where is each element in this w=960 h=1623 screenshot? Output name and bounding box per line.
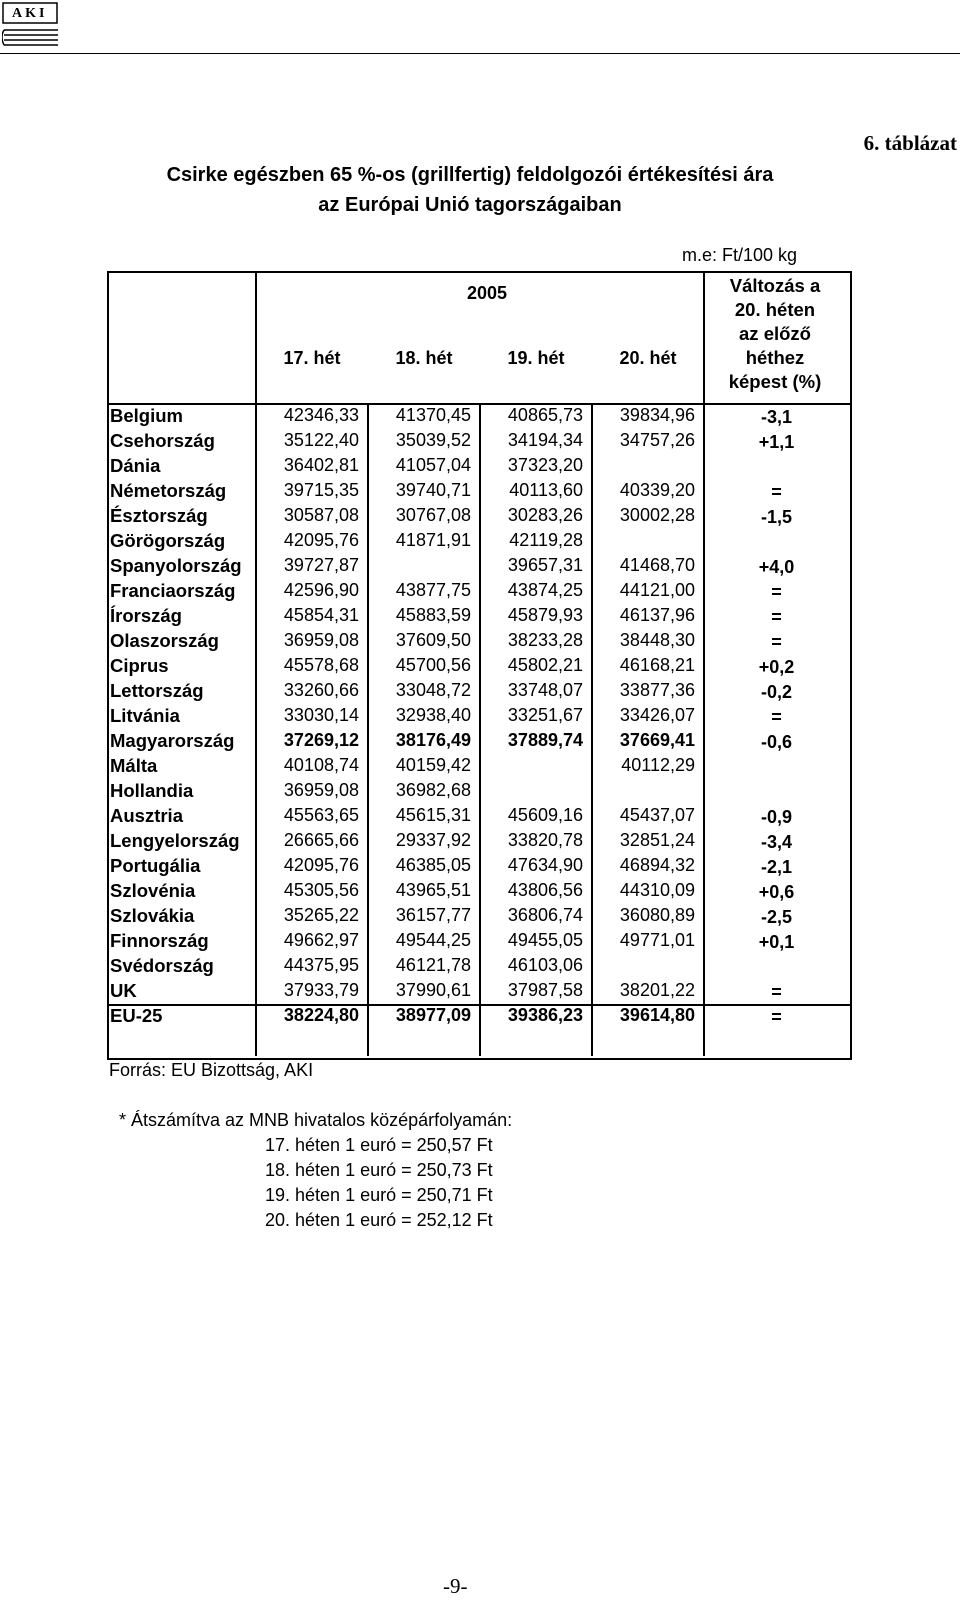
price-cell: 36959,08 (283, 630, 359, 650)
price-cell: 44121,00 (619, 580, 695, 600)
country-name: Hollandia (110, 780, 194, 801)
price-cell: 33877,36 (619, 680, 695, 700)
price-cell: 39386,23 (507, 1005, 583, 1025)
country-name: Lengyelország (110, 830, 240, 851)
price-cell: 40112,29 (621, 755, 695, 775)
price-cell: 37990,61 (395, 980, 471, 1000)
change-cell: = (771, 482, 782, 502)
price-cell: 37889,74 (507, 730, 583, 750)
country-name: Málta (110, 755, 158, 776)
price-cell: 26665,66 (283, 830, 359, 850)
change-cell: = (771, 707, 782, 727)
page-number: -9- (443, 1574, 468, 1598)
price-cell: 36157,77 (395, 905, 471, 925)
price-cell: 46168,21 (619, 655, 695, 675)
price-cell: 38224,80 (283, 1005, 359, 1025)
price-cell: 49662,97 (283, 930, 359, 950)
country-name: Olaszország (110, 630, 219, 651)
price-cell: 36080,89 (619, 905, 695, 925)
price-cell: 38977,09 (395, 1005, 471, 1025)
country-name: Lettország (110, 680, 204, 701)
price-cell: 38233,28 (507, 630, 583, 650)
price-cell: 44310,09 (619, 880, 695, 900)
price-table (107, 271, 850, 1058)
price-cell: 37269,12 (283, 730, 359, 750)
price-cell: 45563,65 (283, 805, 359, 825)
price-cell: 36959,08 (283, 780, 359, 800)
change-cell: = (771, 607, 782, 627)
header-week-18: 18. hét (395, 348, 453, 368)
price-cell: 40865,73 (507, 405, 583, 425)
price-cell: 40113,60 (509, 480, 583, 500)
change-cell: = (771, 632, 782, 652)
price-cell: 44375,95 (283, 955, 359, 975)
price-cell: 49455,05 (507, 930, 583, 950)
price-cell: 37323,20 (507, 455, 583, 475)
price-cell: 37987,58 (507, 980, 583, 1000)
change-cell: -0,6 (760, 732, 793, 752)
price-cell: 33748,07 (507, 680, 583, 700)
price-cell: 33048,72 (395, 680, 471, 700)
price-cell: 46103,06 (507, 955, 583, 975)
page-title (110, 160, 830, 220)
country-name: Írország (110, 605, 182, 626)
source-note: Forrás: EU Bizottság, AKI (109, 1060, 314, 1080)
country-name: Görögország (110, 530, 226, 551)
price-cell: 38176,49 (395, 730, 471, 750)
price-cell: 43874,25 (507, 580, 583, 600)
header-change-line-3: az előző (739, 323, 811, 344)
change-cell: -0,2 (760, 682, 793, 702)
price-cell: 40108,74 (283, 755, 359, 775)
price-cell: 41468,70 (619, 555, 695, 575)
change-cell: -2,5 (760, 907, 793, 927)
country-name: Litvánia (110, 705, 180, 726)
price-cell: 37669,41 (619, 730, 695, 750)
price-cell: 42119,28 (509, 530, 583, 550)
country-name: Franciaország (110, 580, 236, 601)
price-cell: 30767,08 (395, 505, 471, 525)
country-name: Dánia (110, 455, 161, 476)
price-cell: 41871,91 (395, 530, 471, 550)
price-cell: 33426,07 (619, 705, 695, 725)
price-cell: 39727,87 (283, 555, 359, 575)
price-cell: 29337,92 (395, 830, 471, 850)
price-cell: 39657,31 (507, 555, 583, 575)
price-cell: 49771,01 (619, 930, 695, 950)
price-cell: 45609,16 (507, 805, 583, 825)
change-cell: = (771, 982, 782, 1002)
price-cell: 46121,78 (395, 955, 471, 975)
change-cell: +1,1 (758, 432, 795, 452)
change-cell: +0,2 (758, 657, 795, 677)
price-cell: 42095,76 (283, 855, 359, 875)
price-cell: 45802,21 (507, 655, 583, 675)
price-cell: 32938,40 (395, 705, 471, 725)
footnote-line-3: 19. héten 1 euró = 250,71 Ft (265, 1185, 493, 1205)
header-year: 2005 (466, 283, 508, 303)
price-cell: 36982,68 (395, 780, 471, 800)
country-name: Észtország (110, 505, 208, 526)
change-cell: -2,1 (760, 857, 793, 877)
price-cell: 45879,93 (507, 605, 583, 625)
change-cell: -0,9 (760, 807, 793, 827)
price-cell: 30587,08 (283, 505, 359, 525)
header-change-line-1: Változás a (729, 275, 821, 296)
header-change-line-4: héthez (745, 347, 805, 368)
change-cell: +0,6 (758, 882, 795, 902)
price-cell: 35265,22 (283, 905, 359, 925)
price-cell: 45578,68 (283, 655, 359, 675)
country-name: Szlovénia (110, 880, 196, 901)
price-cell: 43877,75 (395, 580, 471, 600)
price-cell: 43965,51 (395, 880, 471, 900)
country-name: Magyarország (110, 730, 235, 751)
country-name: Csehország (110, 430, 215, 451)
header-divider (107, 403, 850, 405)
logo-text: AKI (12, 6, 48, 21)
footnote-title: * Átszámítva az MNB hivatalos középárfolyamán: (119, 1110, 513, 1130)
country-name: Németország (110, 480, 227, 501)
price-cell: 46385,05 (395, 855, 471, 875)
change-cell: = (771, 1007, 782, 1027)
header-week-17: 17. hét (283, 348, 341, 368)
footnote-line-2: 18. héten 1 euró = 250,73 Ft (265, 1160, 493, 1180)
price-cell: 40339,20 (619, 480, 695, 500)
price-cell: 45700,56 (395, 655, 471, 675)
price-cell: 38201,22 (619, 980, 695, 1000)
header-change-line-2: 20. héten (734, 299, 816, 320)
country-name: Belgium (110, 405, 183, 426)
price-cell: 46137,96 (619, 605, 695, 625)
price-cell: 43806,56 (507, 880, 583, 900)
header-change (705, 274, 845, 394)
price-cell: 37609,50 (395, 630, 471, 650)
change-cell: +4,0 (758, 557, 795, 577)
price-cell: 38448,30 (619, 630, 695, 650)
price-cell: 42596,90 (283, 580, 359, 600)
country-name: Ausztria (110, 805, 183, 826)
footnote-line-1: 17. héten 1 euró = 250,57 Ft (265, 1135, 493, 1155)
change-cell: -3,4 (760, 832, 793, 852)
price-cell: 46894,32 (619, 855, 695, 875)
price-cell: 41370,45 (395, 405, 471, 425)
footnote-line-4: 20. héten 1 euró = 252,12 Ft (265, 1210, 493, 1230)
price-cell: 39834,96 (619, 405, 695, 425)
price-cell: 45883,59 (395, 605, 471, 625)
country-name: EU-25 (110, 1005, 163, 1026)
header-rule (0, 53, 960, 54)
price-cell: 41057,04 (395, 455, 471, 475)
price-cell: 33260,66 (283, 680, 359, 700)
price-cell: 45854,31 (283, 605, 359, 625)
change-cell: -3,1 (760, 407, 793, 427)
price-cell: 37933,79 (283, 980, 359, 1000)
price-cell: 45305,56 (283, 880, 359, 900)
price-cell: 36806,74 (507, 905, 583, 925)
country-name: Svédország (110, 955, 214, 976)
header-change-line-5: képest (%) (728, 371, 822, 392)
price-cell: 42346,33 (283, 405, 359, 425)
header-week-20: 20. hét (619, 348, 677, 368)
price-cell: 34757,26 (619, 430, 695, 450)
price-cell: 35039,52 (395, 430, 471, 450)
price-cell: 30002,28 (619, 505, 695, 525)
change-cell: = (771, 582, 782, 602)
unit-label: m.e: Ft/100 kg (682, 245, 798, 265)
country-name: Portugália (110, 855, 201, 876)
price-cell: 33030,14 (283, 705, 359, 725)
price-cell: 45437,07 (619, 805, 695, 825)
price-cell: 34194,34 (507, 430, 583, 450)
title-line-1: Csirke egészben 65 %-os (grillfertig) feldolgozói értékesítési ára (166, 164, 774, 186)
aki-logo (2, 2, 60, 48)
price-cell: 33820,78 (507, 830, 583, 850)
country-name: Ciprus (110, 655, 169, 676)
price-cell: 36402,81 (283, 455, 359, 475)
row-divider (107, 1004, 850, 1006)
price-cell: 40159,42 (395, 755, 471, 775)
country-name: Finnország (110, 930, 209, 951)
price-cell: 47634,90 (507, 855, 583, 875)
table-number: 6. táblázat (863, 131, 957, 155)
price-cell: 45615,31 (395, 805, 471, 825)
price-cell: 39740,71 (395, 480, 471, 500)
price-cell: 33251,67 (507, 705, 583, 725)
country-name: UK (110, 980, 137, 1001)
country-name: Spanyolország (110, 555, 242, 576)
price-cell: 39614,80 (619, 1005, 695, 1025)
price-cell: 30283,26 (507, 505, 583, 525)
price-cell: 49544,25 (395, 930, 471, 950)
price-cell: 42095,76 (283, 530, 359, 550)
country-name: Szlovákia (110, 905, 195, 926)
title-line-2: az Európai Unió tagországaiban (318, 194, 622, 216)
price-cell: 35122,40 (283, 430, 359, 450)
change-cell: +0,1 (758, 932, 795, 952)
price-cell: 32851,24 (619, 830, 695, 850)
change-cell: -1,5 (760, 507, 793, 527)
price-cell: 39715,35 (283, 480, 359, 500)
header-week-19: 19. hét (507, 348, 565, 368)
